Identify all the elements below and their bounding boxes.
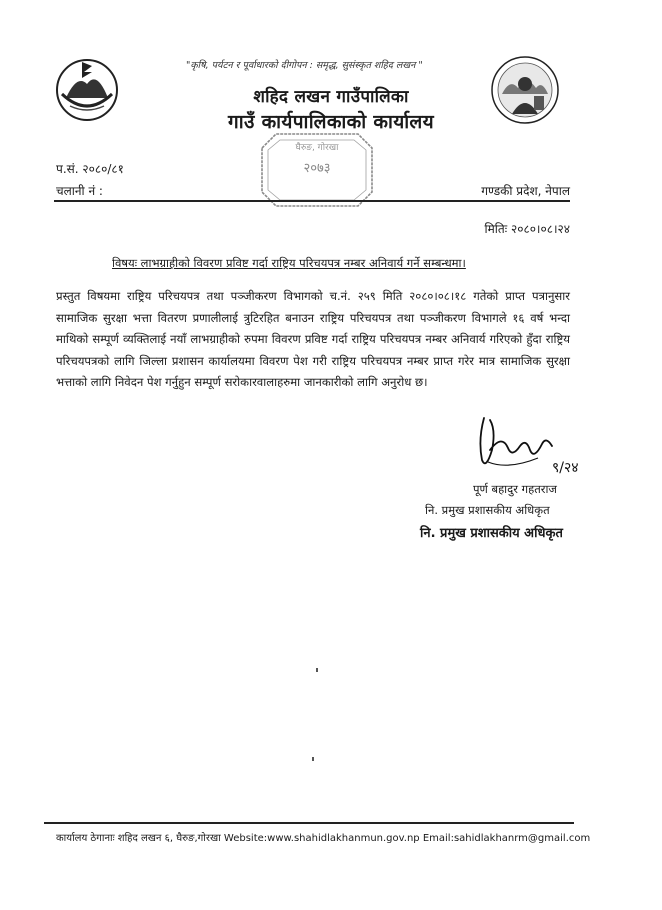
stamp-text-line1: घैरुङ, गोरखा (295, 143, 339, 153)
scan-speck (312, 757, 314, 761)
motto: "कृषि, पर्यटन र पूर्वाधारको दीगोपन : समृद्ध, सुसंस्कृत शहिद लखन " (186, 60, 423, 71)
signature-date: ९/२४ (552, 460, 579, 476)
office-title: गाउँ कार्यपालिकाको कार्यालय (228, 111, 434, 133)
header-divider (54, 200, 570, 202)
letter-body: प्रस्तुत विषयमा राष्ट्रिय परिचयपत्र तथा पञ्जीकरण विभागको च.नं. २५९ मिति २०८०।०८।१८ गतेको प्राप्त पत्रानुसार सामाजिक सुरक्षा भत्ता वितरण प्रणालीलाई त्रुटिरहित बनाउन राष्ट्रिय परिचयपत्र तथा पञ्जीकरण विभागले १६ वर्ष भन्दा माथिको सम्पूर्ण व्यक्तिलाई नयाँ लाभग्राहीको रुपमा विवरण प्रविष्ट गर्दा राष्ट्रिय परिचयपत्र नम्बर अनिवार्य गरिएको हुँदा राष्ट्रिय परिचयपत्रको लागि जिल्ला प्रशासन कार्यालयमा विवरण पेश गरी राष्ट्रिय परिचयपत्र नम्बर प्राप्त गरेर मात्र सामाजिक सुरक्षा भत्ताको लागि निवेदन पेश गर्नुहुन सम्पूर्ण सरोकारवालाहरुमा जानकारीको लागि अनुरोध छ। (56, 289, 570, 389)
footer-divider (44, 822, 574, 824)
letter-date: मितिः २०८०।०८।२४ (484, 222, 570, 236)
signer-title-stamp: नि. प्रमुख प्रशासकीय अधिकृत (420, 526, 563, 541)
stamp-text-line2: २०७३ (303, 161, 331, 176)
reference-number: प.सं. २०८०/८१ (56, 162, 124, 176)
signer-title: नि. प्रमुख प्रशासकीय अधिकृत (425, 503, 550, 517)
signer-name: पूर्ण बहादुर गहतराज (473, 482, 557, 496)
subject-line: विषयः लाभग्राहीको विवरण प्रविष्ट गर्दा राष्ट्रिय परिचयपत्र नम्बर अनिवार्य गर्ने सम्बन्धमा। (112, 256, 466, 270)
province-label: गण्डकी प्रदेश, नेपाल (481, 184, 570, 198)
footer-address: कार्यालय ठेगानाः शहिद लखन ६, घैरुङ,गोरखा Website:www.shahidlakhanmun.gov.np Email:sahidlakhanrm@gmail.com (56, 833, 591, 844)
handwritten-signature (468, 410, 588, 490)
chalani-number: चलानी नं : (56, 184, 103, 198)
municipality-title: शहिद लखन गाउँपालिका (253, 87, 409, 107)
scan-speck (316, 668, 318, 672)
